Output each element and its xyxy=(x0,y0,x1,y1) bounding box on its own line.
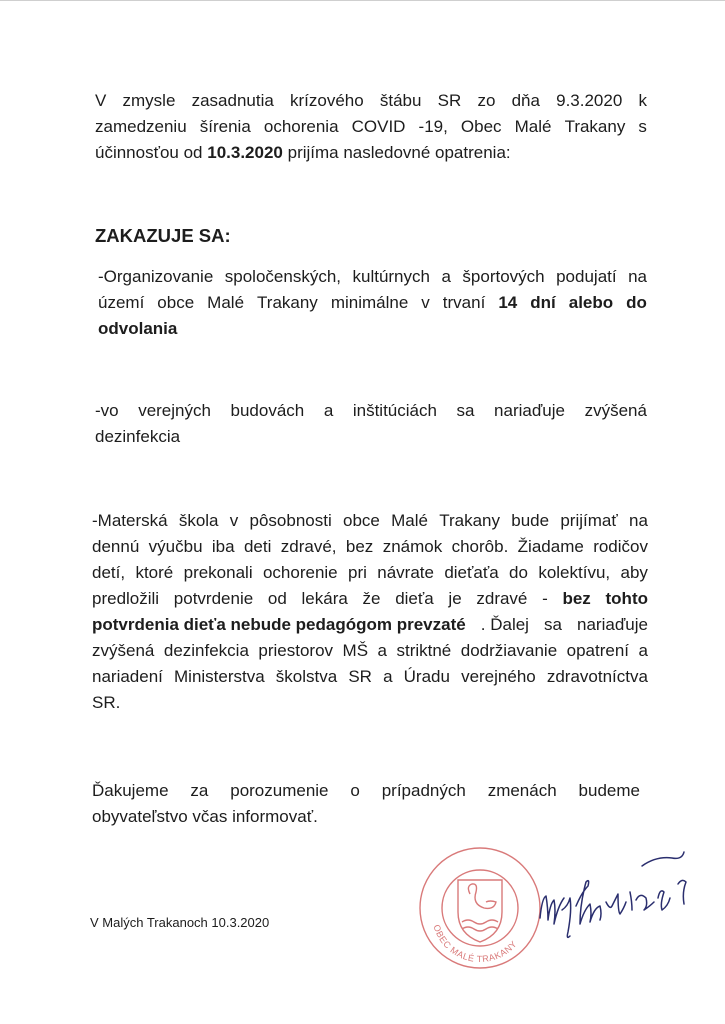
word: budeme xyxy=(578,781,640,800)
word: rodičov xyxy=(593,537,648,556)
bold-word: bez xyxy=(562,589,591,608)
word: a xyxy=(441,267,451,286)
intro-line-2 xyxy=(95,114,647,140)
stamp-text: OBEC MALÉ TRAKANY xyxy=(431,923,519,965)
word: návrate xyxy=(377,563,434,582)
word: Trakany xyxy=(439,511,501,530)
word: zmysle xyxy=(122,91,176,110)
word: a xyxy=(638,641,648,660)
closing-paragraph xyxy=(92,778,640,830)
place-and-date: V Malých Trakanoch 10.3.2020 xyxy=(90,915,270,930)
word: . Ďalej xyxy=(480,615,529,634)
word: zdravé xyxy=(476,589,528,608)
word: verejného xyxy=(461,667,536,686)
word: zo xyxy=(477,91,496,110)
word: obce xyxy=(343,511,380,530)
word: Malé xyxy=(391,511,428,530)
word: detí, xyxy=(92,563,126,582)
item1-line-3 xyxy=(98,316,647,342)
section-heading: ZAKAZUJE SA: xyxy=(95,225,231,246)
word: území xyxy=(98,293,145,312)
bold-word: dní xyxy=(530,293,556,312)
word: ktoré xyxy=(135,563,174,582)
word: pôsobnosti xyxy=(249,511,332,530)
word: trvaní xyxy=(442,293,486,312)
word: V xyxy=(95,91,107,110)
municipal-stamp xyxy=(410,842,550,982)
word: Malé xyxy=(514,117,552,136)
item3-line-4 xyxy=(92,586,648,612)
item3-bold-phrase: potvrdenia dieťa nebude pedagógom prevzaté xyxy=(92,615,466,634)
word: predložili xyxy=(92,589,160,608)
word: potvrdenie xyxy=(173,589,254,608)
word: na xyxy=(628,267,647,286)
word: ochorenie xyxy=(262,563,338,582)
word: ochorenia xyxy=(263,117,339,136)
word: -Materská xyxy=(92,511,168,530)
word: šírenia xyxy=(199,117,251,136)
word: Úradu xyxy=(403,667,450,686)
word: kultúrnych xyxy=(352,267,430,286)
word: a xyxy=(383,667,393,686)
word: deti xyxy=(243,537,272,556)
word: inštitúciách xyxy=(352,401,437,420)
word: spoločenských, xyxy=(224,267,341,286)
word: športových xyxy=(462,267,545,286)
word: zdravé, xyxy=(280,537,337,556)
word: budovách xyxy=(230,401,305,420)
word: prekonali xyxy=(183,563,253,582)
word: za xyxy=(190,781,209,800)
word: kolektívu, xyxy=(538,563,611,582)
word: zmenách xyxy=(487,781,557,800)
word: iba xyxy=(211,537,235,556)
word: opatrení xyxy=(566,641,630,660)
word: od xyxy=(267,589,287,608)
word: bude xyxy=(511,511,550,530)
word: Trakany xyxy=(564,117,626,136)
word: lekára xyxy=(301,589,348,608)
word: SR xyxy=(348,667,372,686)
word: o xyxy=(350,781,360,800)
word: a xyxy=(377,641,387,660)
intro-text-end: prijíma nasledovné opatrenia: xyxy=(282,143,511,162)
top-edge-line xyxy=(0,0,725,1)
word: školstva xyxy=(275,667,338,686)
closing-line-2: obyvateľstvo včas informovať. xyxy=(92,807,318,826)
bold-word: do xyxy=(626,293,647,312)
word: k xyxy=(638,91,647,110)
item3-line-2 xyxy=(92,534,648,560)
intro-text-start: účinnosťou od xyxy=(95,143,208,162)
word: dieťaťa xyxy=(444,563,499,582)
word: Ďakujeme xyxy=(92,781,169,800)
word: Ministerstva xyxy=(174,667,265,686)
word: sa xyxy=(544,615,562,634)
word: COVID xyxy=(351,117,406,136)
word: Obec xyxy=(460,117,502,136)
word: podujatí xyxy=(556,267,617,286)
word: SR xyxy=(437,91,462,110)
word: že xyxy=(362,589,381,608)
word: sa xyxy=(456,401,475,420)
word: pri xyxy=(348,563,367,582)
word: krízového xyxy=(290,91,364,110)
word: nariaďuje xyxy=(494,401,565,420)
item3-line-6 xyxy=(92,638,648,664)
item3-line-5 xyxy=(92,612,648,638)
word: známok xyxy=(382,537,443,556)
word: dňa xyxy=(511,91,540,110)
word: aby xyxy=(620,563,648,582)
measure-kindergarten xyxy=(92,508,648,716)
intro-paragraph xyxy=(95,88,647,166)
item3-line-3 xyxy=(92,560,648,586)
word: zdravotníctva xyxy=(546,667,648,686)
item3-line-1 xyxy=(92,508,648,534)
word: Trakany xyxy=(257,293,318,312)
measure-events-ban xyxy=(98,264,647,342)
word: v xyxy=(229,511,239,530)
intro-line-3 xyxy=(95,140,647,166)
effective-date: 10.3.2020 xyxy=(207,143,283,162)
signature xyxy=(532,848,702,948)
word: zasadnutia xyxy=(191,91,274,110)
word: 9.3.2020 xyxy=(556,91,623,110)
intro-line-1 xyxy=(95,88,647,114)
word: priestorov xyxy=(258,641,334,660)
word: je xyxy=(448,589,462,608)
bold-word: 14 xyxy=(498,293,518,312)
word: prijímať xyxy=(560,511,618,530)
measure-disinfection-buildings xyxy=(95,398,647,450)
word: zvýšená xyxy=(584,401,647,420)
word: chorôb. xyxy=(451,537,509,556)
word: s xyxy=(638,117,647,136)
word: štábu xyxy=(379,91,422,110)
item1-line-2 xyxy=(98,290,647,316)
word: nariaďuje xyxy=(577,615,648,634)
bold-word: tohto xyxy=(605,589,648,608)
word: Malé xyxy=(207,293,245,312)
word: do xyxy=(509,563,528,582)
item1-bold-end: odvolania xyxy=(98,319,178,338)
word: -19, xyxy=(418,117,448,136)
item2-line-1 xyxy=(95,398,647,424)
item2-line-2: dezinfekcia xyxy=(95,427,181,446)
word: striktné xyxy=(396,641,452,660)
word: na xyxy=(628,511,648,530)
word: porozumenie xyxy=(230,781,329,800)
item3-line-8: SR. xyxy=(92,693,121,712)
word: - xyxy=(542,589,548,608)
word: MŠ xyxy=(342,641,369,660)
word: obce xyxy=(157,293,195,312)
item1-line-1 xyxy=(98,264,647,290)
word: nariadení xyxy=(92,667,163,686)
word: prípadných xyxy=(381,781,466,800)
word: dennú xyxy=(92,537,140,556)
word: dodržiavanie xyxy=(460,641,558,660)
word: -Organizovanie xyxy=(98,267,214,286)
bold-word: alebo xyxy=(568,293,614,312)
word: škola xyxy=(178,511,219,530)
word: a xyxy=(323,401,334,420)
word: zamedzeniu xyxy=(95,117,187,136)
word: výučbu xyxy=(148,537,203,556)
word: dezinfekcia xyxy=(163,641,249,660)
word: zvýšená xyxy=(92,641,155,660)
word: minimálne xyxy=(330,293,409,312)
word: verejných xyxy=(138,401,211,420)
word: -vo xyxy=(95,401,119,420)
word: dieťa xyxy=(395,589,434,608)
word: bez xyxy=(345,537,374,556)
closing-line-1 xyxy=(92,778,640,804)
word: Žiadame xyxy=(517,537,584,556)
word: v xyxy=(421,293,430,312)
item3-line-7 xyxy=(92,664,648,690)
